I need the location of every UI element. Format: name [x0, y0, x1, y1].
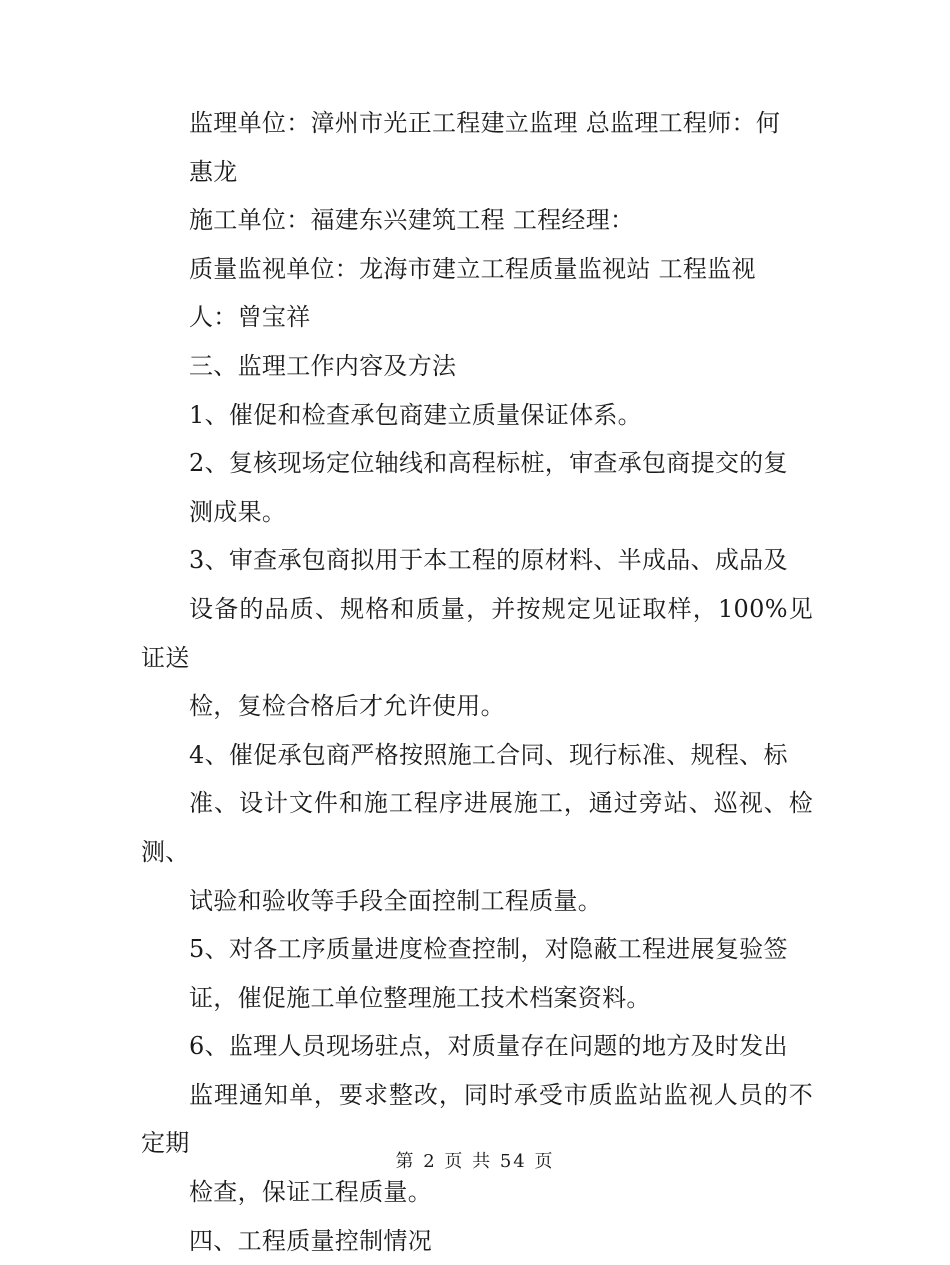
- page-number-footer: 第 2 页 共 54 页: [395, 1151, 555, 1172]
- text-line: 检查，保证工程质量。: [189, 1178, 432, 1207]
- text-line: 5、对各工序质量进度检查控制，对隐蔽工程进展复验签: [189, 935, 788, 964]
- text-line: 准、设计文件和施工程序进展施工，通过旁站、巡视、检测、: [141, 789, 813, 866]
- document-body: [141, 99, 813, 1265]
- text-line: 6、监理人员现场驻点，对质量存在问题的地方及时发出: [189, 1032, 788, 1061]
- list-item-4: [141, 731, 813, 925]
- text-line: 三、监理工作内容及方法: [189, 351, 457, 380]
- text-line: 3、审查承包商拟用于本工程的原材料、半成品、成品及: [189, 546, 788, 575]
- paragraph-supervision-unit: [141, 99, 813, 196]
- text-line: 监理通知单，要求整改，同时承受市质监站监视人员的不定期: [141, 1080, 813, 1158]
- section-heading-quality-control: [141, 1217, 813, 1265]
- list-item-1: [141, 391, 813, 440]
- text-line: 检，复检合格后才允许使用。: [189, 692, 505, 721]
- list-item-6: [141, 1022, 813, 1216]
- text-line: 试验和验收等手段全面控制工程质量。: [189, 886, 603, 915]
- list-item-5: [141, 925, 813, 1022]
- paragraph-quality-monitoring-unit: [141, 245, 813, 342]
- list-item-3: [141, 536, 813, 730]
- paragraph-construction-unit: [141, 196, 813, 245]
- text-line: 4、催促承包商严格按照施工合同、现行标准、规程、标: [189, 740, 788, 769]
- text-line: 监理单位：漳州市光正工程建立监理 总监理工程师：何: [189, 109, 781, 137]
- text-line: 测成果。: [189, 497, 287, 526]
- text-line: 质量监视单位：龙海市建立工程质量监视站 工程监视: [189, 254, 756, 283]
- text-line: 四、工程质量控制情况: [189, 1226, 432, 1255]
- text-line: 证，催促施工单位整理施工技术档案资料。: [189, 983, 651, 1012]
- list-item-2: [141, 439, 813, 536]
- section-heading-supervision-methods: [141, 342, 813, 391]
- text-line: 设备的品质、规格和质量，并按规定见证取样，100%见证送: [141, 594, 813, 672]
- text-line: 2、复核现场定位轴线和高程标桩，审查承包商提交的复: [189, 449, 788, 478]
- text-line: 1、催促和检查承包商建立质量保证体系。: [189, 400, 642, 429]
- text-line: 惠龙: [189, 157, 238, 186]
- text-line: 人：曾宝祥: [189, 303, 311, 332]
- text-line: 施工单位：福建东兴建筑工程 工程经理：: [189, 206, 635, 235]
